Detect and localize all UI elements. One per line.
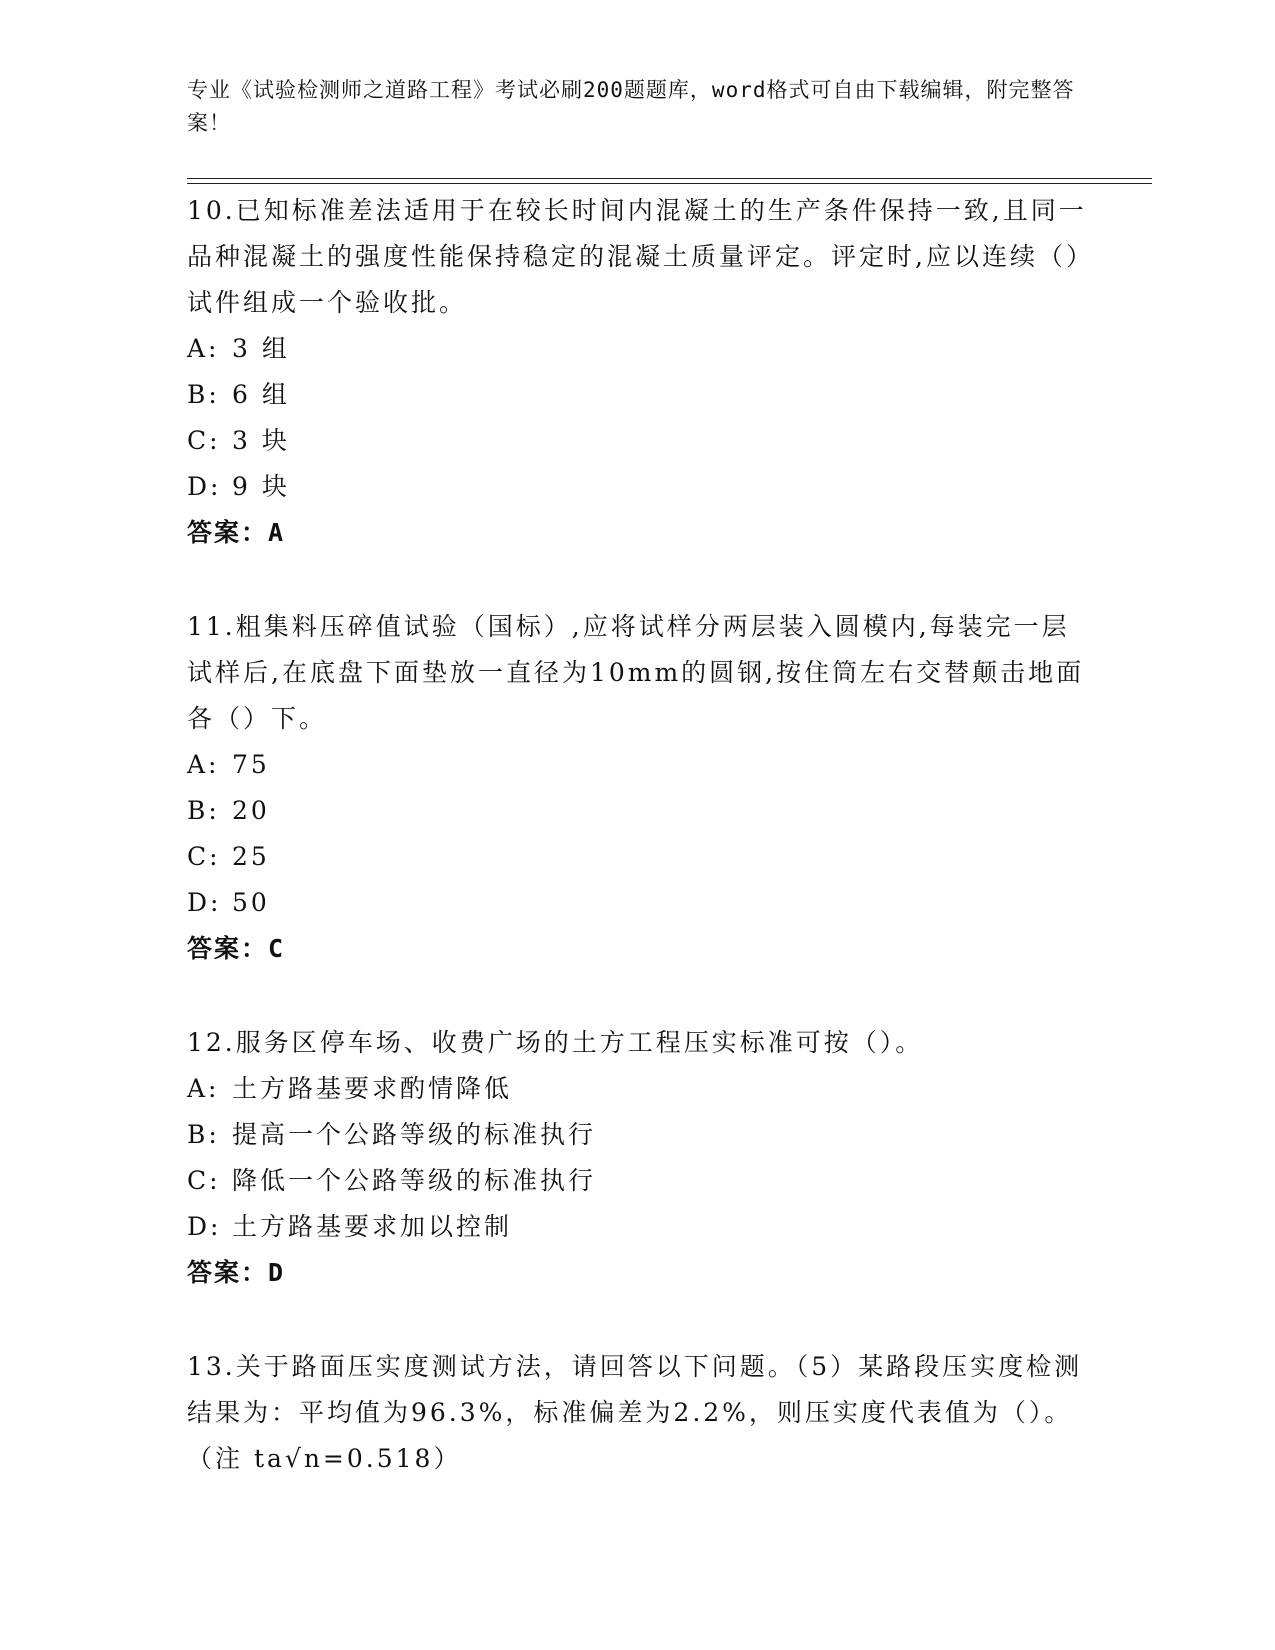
option-c <box>187 418 1087 464</box>
answer-label: 答案：C <box>187 934 286 963</box>
option-key: A: <box>187 1074 220 1103</box>
option-key: A: <box>187 750 220 779</box>
option-key: C: <box>187 1166 221 1195</box>
option-value: 75 <box>232 750 270 779</box>
option-value: 土方路基要求酌情降低 <box>232 1074 513 1103</box>
option-value: 土方路基要求加以控制 <box>232 1212 513 1241</box>
question-10 <box>187 188 1087 556</box>
option-value: 9 块 <box>232 472 290 501</box>
option-value: 20 <box>232 796 270 825</box>
option-value: 25 <box>232 842 270 871</box>
question-list <box>187 188 1087 1530</box>
option-b <box>187 372 1087 418</box>
option-a <box>187 326 1087 372</box>
option-b <box>187 788 1087 834</box>
option-key: B: <box>187 796 220 825</box>
option-key: D: <box>187 472 222 501</box>
option-c <box>187 1158 1087 1204</box>
question-12 <box>187 1020 1087 1296</box>
option-value: 提高一个公路等级的标准执行 <box>232 1120 597 1149</box>
option-value: 6 组 <box>232 380 290 409</box>
option-key: B: <box>187 380 220 409</box>
question-text: 11.粗集料压碎值试验（国标）,应将试样分两层装入圆模内,每装完一层试样后,在底盘下面垫放一直径为10mm的圆钢,按住筒左右交替颠击地面各（）下。 <box>187 612 1085 733</box>
answer-label: 答案：A <box>187 518 286 547</box>
option-a <box>187 1066 1087 1112</box>
header-divider-top <box>187 178 1152 179</box>
question-13 <box>187 1344 1087 1482</box>
option-key: C: <box>187 426 221 455</box>
document-header: 专业《试验检测师之道路工程》考试必刷200题题库，word格式可自由下载编辑，附完整答案！ <box>187 78 1075 135</box>
question-text: 10.已知标准差法适用于在较长时间内混凝土的生产条件保持一致,且同一品种混凝土的强度性能保持稳定的混凝土质量评定。评定时,应以连续（）试件组成一个验收批。 <box>187 196 1087 317</box>
question-text: 13.关于路面压实度测试方法，请回答以下问题。（5）某路段压实度检测结果为：平均值为96.3%，标准偏差为2.2%，则压实度代表值为（）。（注 ta√n=0.518） <box>187 1352 1083 1473</box>
option-d <box>187 1204 1087 1250</box>
option-key: D: <box>187 888 222 917</box>
option-key: A: <box>187 334 220 363</box>
option-b <box>187 1112 1087 1158</box>
option-key: D: <box>187 1212 222 1241</box>
option-a <box>187 742 1087 788</box>
option-value: 降低一个公路等级的标准执行 <box>232 1166 597 1195</box>
option-key: C: <box>187 842 221 871</box>
question-11 <box>187 604 1087 972</box>
option-d <box>187 464 1087 510</box>
option-key: B: <box>187 1120 220 1149</box>
question-text: 12.服务区停车场、收费广场的土方工程压实标准可按（）。 <box>187 1028 924 1057</box>
header-divider-bottom <box>187 183 1152 184</box>
option-d <box>187 880 1087 926</box>
option-value: 50 <box>232 888 270 917</box>
answer-label: 答案：D <box>187 1258 286 1287</box>
option-value: 3 组 <box>232 334 290 363</box>
option-c <box>187 834 1087 880</box>
option-value: 3 块 <box>232 426 290 455</box>
